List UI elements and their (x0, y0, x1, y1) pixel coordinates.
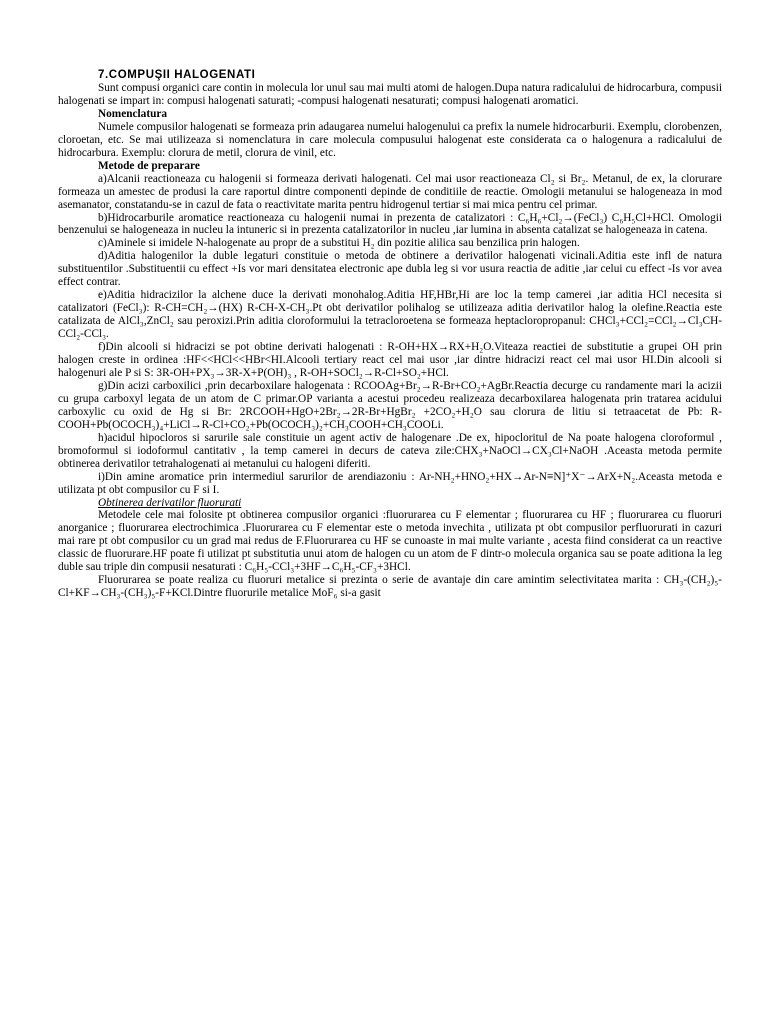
intro-paragraph: Sunt compusi organici care contin in molecula lor unul sau mai multi atomi de halogen.Dupa natura radicalului de hidrocarbura, compusii halogenati se impart in: compusi halogenati saturati; -compusi halogenati nesaturati; compusi halogenati aromatici. (58, 82, 722, 107)
nomenclature-heading: Nomenclatura (98, 107, 168, 120)
method-f-paragraph: f)Din alcooli si hidracizi se pot obtine derivati halogenati : R-OH+HX→RX+H₂O.Viteaza reactiei de substitutie a grupei OH prin halogen creste in ordinea :HF<<HCl<<HBr<HI.Alcooli tertiary react cel mai usor ,iar dintre hidracizi react cel mai usor HI.Din alcooli si halogenuri ale P si S: 3R-OH+PX₃→3R-X+P(OH)₃ , R-OH+SOCl₂→R-Cl+SO₂+HCl. (58, 341, 722, 379)
method-i-paragraph: i)Din amine aromatice prin intermediul sarurilor de arendiazoniu : Ar-NH₂+HNO₂+HX→Ar-N≡N]⁺X⁻→ArX+N₂.Aceasta metoda e utilizata pt obt compusilor cu F si I. (58, 470, 722, 496)
method-a-paragraph: a)Alcanii reactioneaza cu halogenii si formeaza derivati halogenati. Cel mai usor reactioneaza Cl₂ si Br₂. Metanul, de ex, la clorurare formeaza un amestec de produsi la care raportul dintre componenti depinde de conditiile de reactie. Omologii metanului se halogeneaza in mod asemanator, constatandu-se in cazul de fata o reactivitate marita pentru hidrogenul tertiar si mai mica pentru cel primar. (58, 172, 722, 211)
fluor-heading: Obtinerea derivatilor fluorurati (98, 496, 242, 509)
method-d-paragraph: d)Aditia halogenilor la duble legaturi constituie o metoda de obtinere a derivatilor halogenati vicinali.Aditia este infl de natura substituentilor .Substituentii cu effect +Is vor mari densitatea electronic ape dubla leg si vor usura reactia de aditie ,iar celui cu effect -Is vor avea effect contrar. (58, 250, 722, 289)
method-e-paragraph: e)Aditia hidracizilor la alchene duce la derivati monohalog.Aditia HF,HBr,Hi are loc la temp camerei ,iar aditia HCl necesita si catalizatori (FeCl₃): R-CH=CH₂→(HX) R-CH-X-CH₃.Pt obt derivatilor polihalog se utilizeaza aditia derivatilor halog la olefine.Reactia este catalizata de AlCl₃,ZnCl₂ sau peroxizi.Prin aditia cloroformului la tetracloroetena se formeaza heptacloropropanul: CHCl₃+CCl₂=CCl₂→Cl₃CH-CCl₂-CCl₃. (58, 289, 722, 341)
nomenclature-paragraph: Numele compusilor halogenati se formeaza prin adaugarea numelui halogenului ca prefix la numele hidrocarburii. Exemplu, clorobenzen, cloroetan, etc. Se mai utilizeaza si nomenclatura in care molecula compusului halogenat este considerata ca o halogenura a radicalului de hidrocarbura. Exemplu: clorura de metil, clorura de vinil, etc. (58, 120, 722, 159)
document-page (58, 68, 722, 600)
methods-heading: Metode de preparare (98, 159, 200, 172)
method-c-paragraph: c)Aminele si imidele N-halogenate au propr de a substitui H₂ din pozitie alilica sau benzilica prin halogen. (98, 237, 580, 250)
section-title: 7.COMPUŞII HALOGENATI (98, 69, 256, 81)
fluor-paragraph-2: Fluorurarea se poate realiza cu fluoruri metalice si prezinta o serie de avantaje din care amintim selectivitatea marita : CH₃-(CH₂)₅-Cl+KF→CH₃-(CH₃)₅-F+KCl.Dintre fluorurile metalice MoF₆ si-a gasit (58, 574, 722, 600)
fluor-paragraph-1: Metodele cele mai folosite pt obtinerea compusilor organici :fluorurarea cu F elementar ; fluorurarea cu HF ; fluorurarea cu fluoruri anorganice ; fluorurarea electrochimica .Fluorurarea cu F elementar este o metoda invechita , utilizata pt obt compusilor perfluorurati in cazuri mai rare pt obt compusilor cu un grad mai redus de F.Fluorurarea cu HF se cunoaste in mai multe variante , acesta fiind considerat ca un reactive classic de fluorurare.HF poate fi utilizat pt substitutia unui atom de halogen cu un atom de F dintr-o molecula organica sau se poate aditiona la leg duble sau triple din compusii nesaturati : C₆H₅-CCl₃+3HF→C₆H₅-CF₃+3HCl. (58, 509, 722, 574)
method-h-paragraph: h)acidul hipocloros si sarurile sale constituie un agent activ de halogenare .De ex, hipocloritul de Na poate halogena cloroformul , bromoformul si iodoformul cantitativ , la temp camerei in decurs de cateva zile:CHX₃+NaOCl→CX₃Cl+NaOH .Aceasta metoda permite obtinerea derivatilor tetrahalogenati ai metanului cu halogeni diferiti. (58, 431, 722, 470)
method-g-paragraph: g)Din acizi carboxilici ,prin decarboxilare halogenata : RCOOAg+Br₂→R-Br+CO₂+AgBr.Reactia decurge cu randamente mari la acizii cu grupa carboxyl legata de un atom de C primar.OP varianta a acestui procedeu realizeaza decarboxilarea halogenata prin tratarea acidului carboxylic cu oxid de Hg si Br: 2RCOOH+HgO+2Br₂→2R-Br+HgBr₂ +2CO₂+H₂O sau clorura de litiu si tetraacetat de Pb: R-COOH+Pb(OCOCH₃)₄+LiCl→R-Cl+CO₂+Pb(OCOCH₃)₂+CH₃COOH+CH₃COOLi. (58, 379, 722, 431)
method-b-paragraph: b)Hidrocarburile aromatice reactioneaza cu halogenii numai in prezenta de catalizatori : C₆H₆+Cl₂→(FeCl₃) C₆H₅Cl+HCl. Omologii benzenului se halogeneaza in nucleu la intuneric si in prezenta catalizatorilor in nucleu ,iar lumina in absenta catalizat se halogeneaza in catena. (58, 211, 722, 237)
